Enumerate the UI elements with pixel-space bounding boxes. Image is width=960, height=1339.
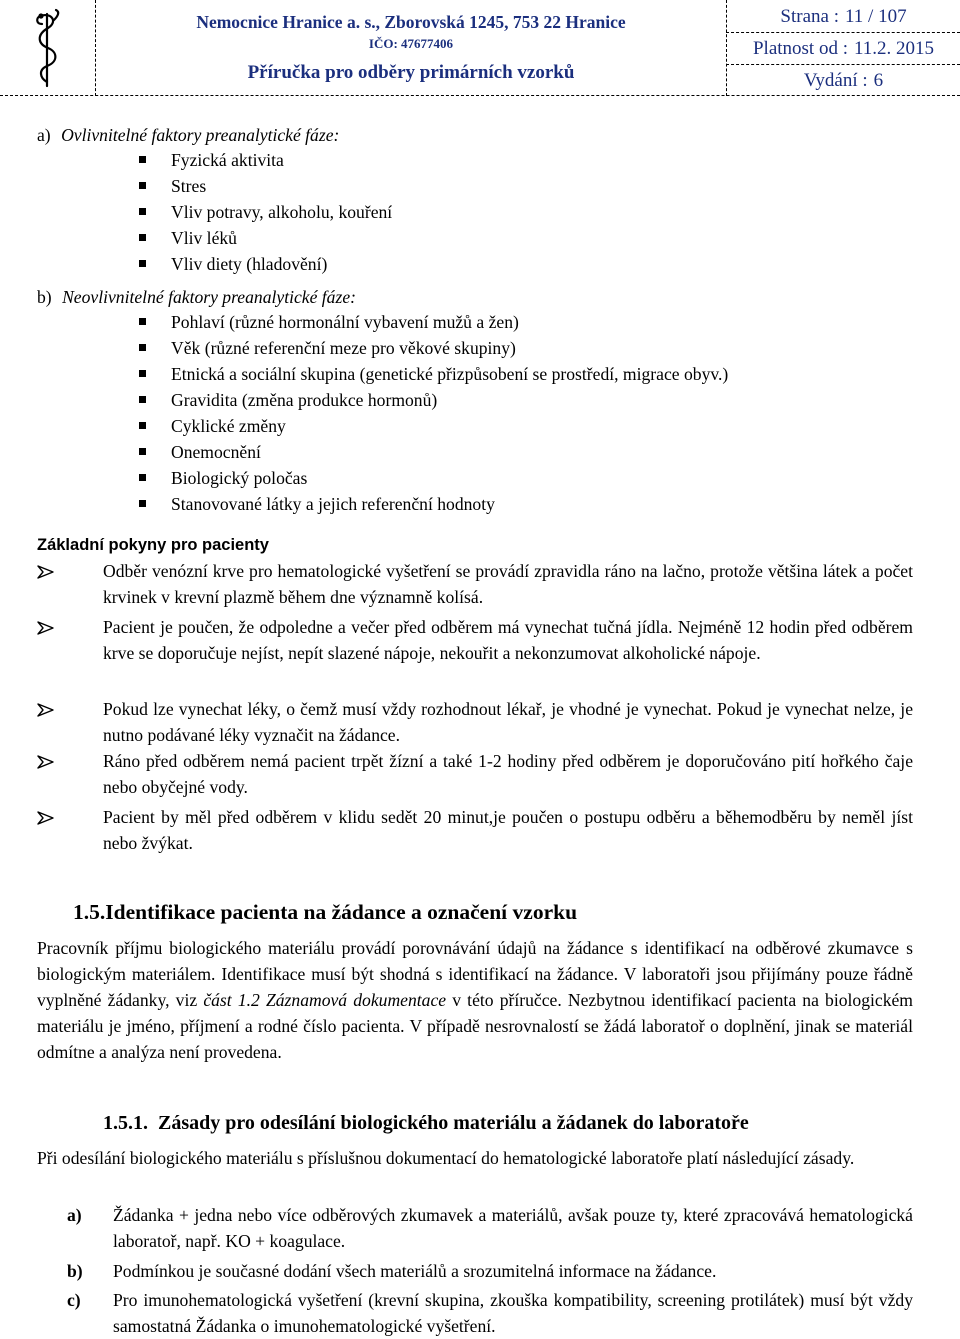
rule-label: a) <box>67 1205 82 1225</box>
instructions-heading: Základní pokyny pro pacienty <box>37 536 269 554</box>
hospital-address: Nemocnice Hranice a. s., Zborovská 1245, 753 22 Hranice <box>196 12 626 32</box>
factors-a-heading: a) Ovlivnitelné faktory preanalytické fáze: <box>37 125 340 145</box>
bullet-square-icon <box>139 318 146 325</box>
list-item: Vliv léků <box>171 228 237 248</box>
bullet-square-icon <box>139 474 146 481</box>
rule-text: Žádanka + jedna nebo více odběrových zkumavek a materiálů, avšak pouze ty, které zpracovává hematologická laboratoř, např. KO + koagulace. <box>113 1205 913 1251</box>
list-item: Onemocnění <box>171 442 261 462</box>
bullet-square-icon <box>139 156 146 163</box>
bullet-square-icon <box>139 370 146 377</box>
list-item: Etnická a sociální skupina (genetické přizpůsobení se prostředí, migrace obyv.) <box>171 364 729 384</box>
hospital-logo <box>0 0 95 96</box>
section-1-5-paragraph: Pracovník příjmu biologického materiálu provádí porovnávání údajů na žádance s identifikací na odběrové zkumavce s biologickým materiálem. Identifikace musí být shodná s identifikací na žádance. V laboratoři jsou přijímány pouze řádně vyplněné žádanky, viz část 1.2 Záznamová dokumentace v této příručce. Nezbytnou identifikací pacienta na biologickém materiálu je jméno, příjmení a rodné číslo pacienta. V případě nesrovnalostí se žádá laboratoř o doplnění, jinak se materiál odmítne a analýza není provedena. <box>37 938 913 1062</box>
arrow-bullet-icon <box>37 621 55 635</box>
list-item: Stres <box>171 176 207 196</box>
bullet-square-icon <box>139 344 146 351</box>
section-1-5-heading: 1.5.Identifikace pacienta na žádance a označení vzorku <box>73 900 578 924</box>
hospital-ico: IČO: 47677406 <box>368 36 454 51</box>
section-1-5-1-heading: 1.5.1. Zásady pro odesílání biologického materiálu a žádanek do laboratoře <box>103 1112 749 1134</box>
instruction-item: Pacient je poučen, že odpoledne a večer před odběrem má vynechat tučná jídla. Nejméně 12 hodin před odběrem krve se doporučuje nejíst, nepít slazené nápoje, nekouřit a nekonzumovat alkoholické nápoje. <box>103 617 913 663</box>
arrow-bullet-icon <box>37 565 55 579</box>
arrow-bullet-icon <box>37 755 55 769</box>
list-item: Biologický poločas <box>171 468 308 488</box>
instruction-item: Odběr venózní krve pro hematologické vyšetření se provádí zpravidla ráno na lačno, protože většina látek a počet krvinek v krevní plazmě během dne významně kolísá. <box>103 561 913 607</box>
bullet-square-icon <box>139 208 146 215</box>
list-item: Gravidita (změna produkce hormonů) <box>171 390 438 410</box>
caduceus-icon <box>0 0 95 96</box>
list-item: Vliv potravy, alkoholu, kouření <box>171 202 393 222</box>
arrow-bullet-icon <box>37 703 55 717</box>
rule-label: c) <box>67 1290 81 1310</box>
factors-b-heading: b) Neovlivnitelné faktory preanalytické fáze: <box>37 287 356 307</box>
bullet-square-icon <box>139 260 146 267</box>
instruction-item: Ráno před odběrem nemá pacient trpět žízní a také 1-2 hodiny před odběrem je doporučováno pití hořkého čaje nebo obyčejné vody. <box>103 751 913 797</box>
page-number: Strana : 11 / 107 <box>780 6 907 27</box>
list-item: Stanovované látky a jejich referenční hodnoty <box>171 494 495 514</box>
bullet-square-icon <box>139 234 146 241</box>
list-item: Fyzická aktivita <box>171 150 284 170</box>
instruction-item: Pacient by měl před odběrem v klidu sedět 20 minut,je poučen o postupu odběru a běhemodběru by neměl jíst nebo žvýkat. <box>103 807 913 853</box>
bullet-square-icon <box>139 500 146 507</box>
list-item: Věk (různé referenční meze pro věkové skupiny) <box>171 338 516 358</box>
valid-from: Platnost od : 11.2. 2015 <box>752 38 935 59</box>
rule-text: Podmínkou je současné dodání všech materiálů a srozumitelná informace na žádance. <box>113 1261 717 1281</box>
list-item: Vliv diety (hladovění) <box>171 254 328 274</box>
bullet-square-icon <box>139 422 146 429</box>
page-header <box>0 0 960 96</box>
arrow-bullet-icon <box>37 811 55 825</box>
instruction-item: Pokud lze vynechat léky, o čemž musí vždy rozhodnout lékař, je vhodné je vynechat. Pokud je vynechat nelze, je nutno podávané léky vyznačit na žádance. <box>103 699 913 745</box>
list-item: Cyklické změny <box>171 416 286 436</box>
bullet-square-icon <box>139 396 146 403</box>
manual-title: Příručka pro odběry primárních vzorků <box>247 62 575 83</box>
rule-text: Pro imunohematologická vyšetření (krevní skupina, zkouška kompatibility, screening protilátek) musí být vždy samostatná Žádanka o imunohematologické vyšetření. <box>113 1290 913 1336</box>
edition: Vydání : 6 <box>803 70 884 91</box>
rule-label: b) <box>67 1261 83 1281</box>
section-1-5-1-intro: Při odesílání biologického materiálu s příslušnou dokumentací do hematologické laboratoře platí následující zásady. <box>37 1148 855 1168</box>
bullet-square-icon <box>139 182 146 189</box>
list-item: Pohlaví (různé hormonální vybavení mužů a žen) <box>171 312 519 332</box>
bullet-square-icon <box>139 448 146 455</box>
